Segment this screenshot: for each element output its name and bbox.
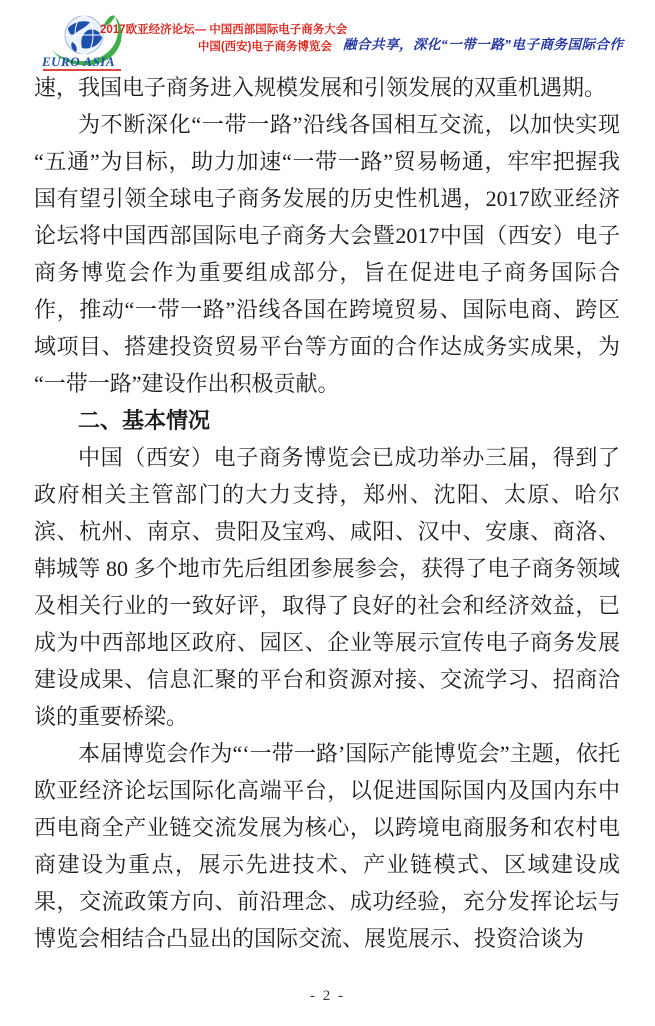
paragraph: 速，我国电子商务进入规模发展和引领发展的双重机遇期。 <box>34 75 607 100</box>
section-heading: 二、基本情况 <box>78 408 211 433</box>
document-header <box>0 0 655 80</box>
paragraph: 本届博览会作为“‘一带一路’国际产能博览会”主题，依托欧亚经济论坛国际化高端平台，以促进国际国内及国内东中西电商全产业链交流发展为核心，以跨境电商服务和农村电商建设为重点，展示先进技术、产业链模式、区域建设成果，交流政策方向、前沿理念、成功经验，充分发挥论坛与博览会相结合凸显出的国际交流、展览展示、投资洽谈为 <box>34 741 620 951</box>
header-slogan: 融合共享，深化“一带一路”电子商务国际合作 <box>343 37 624 52</box>
page-number: - 2 - <box>310 988 345 1004</box>
header-title-line1: 2017欧亚经济论坛— 中国西部国际电子商务大会 <box>100 24 348 36</box>
page-footer <box>0 988 655 1005</box>
document-body <box>34 69 620 957</box>
paragraph: 为不断深化“一带一路”沿线各国相互交流，以加快实现“五通”为目标，助力加速“一带一路”贸易畅通，牢牢把握我国有望引领全球电子商务发展的历史性机遇，2017欧亚经济论坛将中国西部国际电子商务大会暨2017中国（西安）电子商务博览会作为重要组成部分，旨在促进电子商务国际合作，推动“一带一路”沿线各国在跨境贸易、国际电商、跨区域项目、搭建投资贸易平台等方面的合作达成务实成果，为“一带一路”建设作出积极贡献。 <box>34 112 620 396</box>
paragraph: 中国（西安）电子商务博览会已成功举办三届，得到了政府相关主管部门的大力支持，郑州、沈阳、太原、哈尔滨、杭州、南京、贵阳及宝鸡、咸阳、汉中、安康、商洛、韩城等 80 多个地市先后组团参展参会，获得了电子商务领域及相关行业的一致好评，取得了良好的社会和经济效益，已成为中西部地区政府、园区、企业等展示宣传电子商务发展建设成果、信息汇聚的平台和资源对接、交流学习、招商洽谈的重要桥梁。 <box>34 445 620 729</box>
logo-wordmark: EURO ASIA <box>42 54 116 69</box>
header-title-line2: 中国(西安)电子商务博览会 <box>197 40 332 53</box>
header-titles <box>100 22 348 55</box>
